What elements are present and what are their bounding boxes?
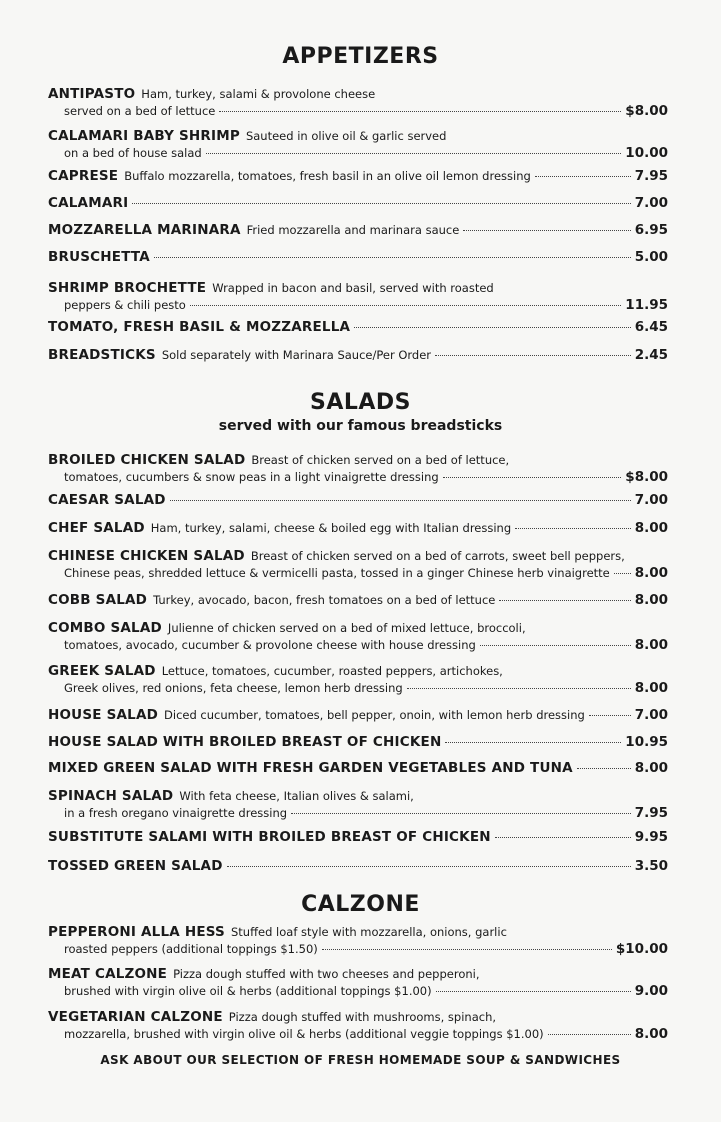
menu-item-line [48,347,668,364]
dot-leader [589,715,631,716]
menu-item-name: BROILED CHICKEN SALAD [48,452,246,468]
menu-item-line [48,195,668,212]
dot-leader [495,837,631,838]
menu-item-price: 8.00 [634,760,668,776]
menu-item-line [48,637,668,654]
menu-item-name: TOMATO, FRESH BASIL & MOZZARELLA [48,319,351,335]
dot-leader [480,645,631,646]
salads-title: SALADS [309,390,412,415]
menu-item-description: Stuffed loaf style with mozzarella, onions, garlic [230,925,507,939]
menu-item-line [48,788,668,805]
menu-item-price: 6.95 [634,222,668,238]
menu-item-description-continued: tomatoes, avocado, cucumber & provolone cheese with house dressing [64,638,476,652]
menu-item-name: SUBSTITUTE SALAMI WITH BROILED BREAST OF CHICKEN [48,829,491,845]
menu-item-price: 11.95 [625,297,668,313]
dot-leader [614,573,631,574]
menu-item-line [48,1009,668,1026]
menu-item-description-continued: mozzarella, brushed with virgin olive oil & herbs (additional veggie toppings $1.00) [64,1027,544,1041]
menu-item [48,520,668,537]
menu-item-line [48,924,668,941]
menu-item-description: Breast of chicken served on a bed of lettuce, [251,453,510,467]
menu-item-description-continued: Greek olives, red onions, feta cheese, lemon herb dressing [64,681,403,695]
menu-item-line [48,620,668,637]
menu-item-description: Ham, turkey, salami, cheese & boiled egg with Italian dressing [150,521,512,535]
menu-item-line [48,128,668,145]
menu-item [48,788,668,822]
menu-item-description: Sold separately with Marinara Sauce/Per Order [161,348,432,362]
menu-item-line [48,966,668,983]
salads-subtitle: served with our famous breadsticks [218,418,503,434]
menu-item-price: 9.00 [634,983,668,999]
menu-item [48,319,668,336]
dot-leader [436,991,631,992]
menu-item-line [48,829,668,846]
menu-item-description-continued: brushed with virgin olive oil & herbs (additional toppings $1.00) [64,984,432,998]
menu-item-name: MOZZARELLA MARINARA [48,222,241,238]
menu-item-name: COBB SALAD [48,592,148,608]
menu-item-name: HOUSE SALAD WITH BROILED BREAST OF CHICKEN [48,734,442,750]
dot-leader [227,866,631,867]
menu-item-price: 10.95 [625,734,668,750]
menu-item [48,222,668,239]
dot-leader [190,305,621,306]
calzone-title: CALZONE [301,892,420,917]
menu-item-name: COMBO SALAD [48,620,162,636]
menu-item-name: CAPRESE [48,168,119,184]
menu-item-price: 8.00 [634,520,668,536]
menu-item [48,829,668,846]
menu-item-price: 3.50 [634,858,668,874]
menu-item-line [48,452,668,469]
menu-item [48,452,668,486]
menu-item [48,760,668,777]
dot-leader [219,111,621,112]
menu-item-name: GREEK SALAD [48,663,156,679]
menu-item-name: CALAMARI [48,195,129,211]
dot-leader [463,230,630,231]
menu-item-line [48,297,668,314]
menu-item [48,663,668,697]
menu-item-description: Ham, turkey, salami & provolone cheese [141,87,376,101]
menu-item-line [48,941,668,958]
menu-item-price: 7.00 [634,707,668,723]
menu-item-line [48,858,668,875]
menu-item-name: CALAMARI BABY SHRIMP [48,128,240,144]
menu-item-description-continued: tomatoes, cucumbers & snow peas in a light vinaigrette dressing [64,470,439,484]
dot-leader [435,355,631,356]
menu-item-line [48,319,668,336]
menu-item [48,280,668,314]
menu-item-price: 5.00 [634,249,668,265]
menu-item [48,347,668,364]
menu-item-description: Julienne of chicken served on a bed of mixed lettuce, broccoli, [167,621,526,635]
dot-leader [515,528,631,529]
menu-item-name: SPINACH SALAD [48,788,174,804]
dot-leader [170,500,631,501]
menu-item [48,195,668,212]
menu-item-description: Pizza dough stuffed with two cheeses and pepperoni, [173,967,480,981]
menu-item-name: MEAT CALZONE [48,966,168,982]
menu-item [48,707,668,724]
menu-item-line [48,680,668,697]
menu-item-name: BREADSTICKS [48,347,156,363]
menu-item [48,620,668,654]
menu-item-line [48,145,668,162]
menu-item-line [48,86,668,103]
menu-item-price: 7.95 [634,168,668,184]
dot-leader [535,176,631,177]
menu-item-price: 10.00 [625,145,668,161]
menu-item-description: Wrapped in bacon and basil, served with roasted [212,281,494,295]
menu-item-line [48,103,668,120]
menu-item-name: HOUSE SALAD [48,707,159,723]
dot-leader [445,742,621,743]
menu-item [48,492,668,509]
menu-item-name: CHEF SALAD [48,520,145,536]
menu-item-line [48,249,668,266]
dot-leader [499,600,630,601]
menu-item-line [48,222,668,239]
menu-item-description: Diced cucumber, tomatoes, bell pepper, onoin, with lemon herb dressing [164,708,585,722]
menu-item-line [48,707,668,724]
menu-item-description: With feta cheese, Italian olives & salami, [179,789,414,803]
menu-item [48,734,668,751]
menu-item [48,249,668,266]
dot-leader [407,688,631,689]
menu-item-price: 8.00 [634,637,668,653]
menu-item-price: $8.00 [625,469,668,485]
menu-item-name: PEPPERONI ALLA HESS [48,924,225,940]
menu-item-line [48,168,668,185]
menu-item-name: CHINESE CHICKEN SALAD [48,548,245,564]
menu-item-price: $8.00 [625,103,668,119]
menu-item [48,966,668,1000]
menu-item-price: 8.00 [634,680,668,696]
menu-item-description: Lettuce, tomatoes, cucumber, roasted peppers, artichokes, [161,664,503,678]
menu-item-description-continued: Chinese peas, shredded lettuce & vermicelli pasta, tossed in a ginger Chinese herb vinaigrette [64,566,610,580]
menu-item [48,1009,668,1043]
dot-leader [154,257,631,258]
menu-item-description: Breast of chicken served on a bed of carrots, sweet bell peppers, [250,549,625,563]
menu-item-price: 2.45 [634,347,668,363]
menu-item-description-continued: roasted peppers (additional toppings $1.50) [64,942,318,956]
menu-item [48,168,668,185]
menu-item-line [48,520,668,537]
menu-item-name: MIXED GREEN SALAD WITH FRESH GARDEN VEGETABLES AND TUNA [48,760,573,776]
menu-item-price: 7.95 [634,805,668,821]
menu-item-price: 6.45 [634,319,668,335]
menu-item-description: Turkey, avocado, bacon, fresh tomatoes on a bed of lettuce [153,593,496,607]
menu-item-line [48,663,668,680]
menu-item-name: VEGETARIAN CALZONE [48,1009,223,1025]
menu-item-price: 8.00 [634,565,668,581]
appetizers-title: APPETIZERS [282,44,439,69]
dot-leader [443,477,622,478]
dot-leader [206,153,622,154]
menu-item-description-continued: on a bed of house salad [64,146,202,160]
dot-leader [577,768,631,769]
dot-leader [548,1034,631,1035]
menu-item [48,86,668,120]
menu-item [48,924,668,958]
menu-item-description-continued: peppers & chili pesto [64,298,186,312]
menu-item-price: 8.00 [634,1026,668,1042]
menu-item-price: 8.00 [634,592,668,608]
menu-item [48,592,668,609]
menu-item [48,128,668,162]
menu-item-line [48,280,668,297]
menu-item-line [48,565,668,582]
menu-item-line [48,469,668,486]
menu-item-description: Pizza dough stuffed with mushrooms, spinach, [228,1010,497,1024]
menu-item-description: Sauteed in olive oil & garlic served [245,129,447,143]
menu-footer-note: ASK ABOUT OUR SELECTION OF FRESH HOMEMADE SOUP & SANDWICHES [100,1053,621,1067]
menu-item-name: CAESAR SALAD [48,492,166,508]
menu-item-name: ANTIPASTO [48,86,136,102]
menu-item [48,858,668,875]
dot-leader [322,949,612,950]
menu-item-description-continued: served on a bed of lettuce [64,104,216,118]
menu-item-description: Fried mozzarella and marinara sauce [246,223,460,237]
menu-item-line [48,760,668,777]
menu-item-line [48,734,668,751]
dot-leader [132,203,630,204]
menu-item-description: Buffalo mozzarella, tomatoes, fresh basil in an olive oil lemon dressing [124,169,531,183]
menu-item-price: 9.95 [634,829,668,845]
menu-item-line [48,592,668,609]
menu-item-line [48,548,668,565]
menu-item-price: 7.00 [634,195,668,211]
menu-item-description-continued: in a fresh oregano vinaigrette dressing [64,806,288,820]
menu-item-line [48,983,668,1000]
dot-leader [354,327,631,328]
menu-item-name: SHRIMP BROCHETTE [48,280,207,296]
menu-item-line [48,492,668,509]
menu-item-line [48,805,668,822]
menu-item-line [48,1026,668,1043]
menu-item-price: $10.00 [615,941,668,957]
dot-leader [291,813,631,814]
menu-item-price: 7.00 [634,492,668,508]
menu-item [48,548,668,582]
menu-item-name: BRUSCHETTA [48,249,150,265]
menu-item-name: TOSSED GREEN SALAD [48,858,223,874]
